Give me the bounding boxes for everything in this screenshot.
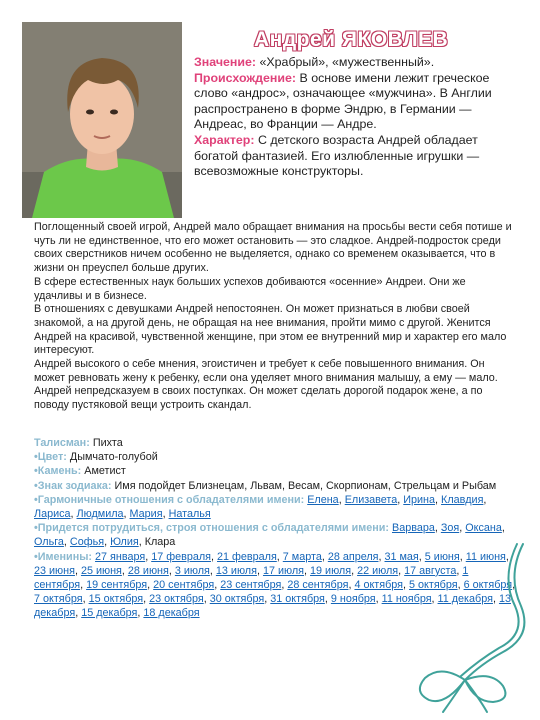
name-link[interactable]: 18 декабря [143, 607, 200, 620]
name-link[interactable]: Ирина [403, 493, 436, 506]
name-link[interactable]: 31 октября [270, 593, 325, 606]
origin-text: В основе имени лежит греческое слово «андрос», означающее «мужчина». В Англии распространено в форме Эндрю, в Германии — Андреас, во Франции — Андре. [194, 70, 492, 132]
name-link[interactable]: 28 апреля [327, 550, 379, 563]
portrait-photo [22, 22, 182, 218]
name-link[interactable]: 11 июня [465, 550, 506, 563]
paragraph: В отношениях с девушками Андрей непостоянен. Он может признаться в любви своей знакомой, а на другой день, не обращая на нее внимания, пройти мимо с другой. Женится Андрей на красивой, чувственной женщине, при этом ее внутренний мир и характер его мало интересуют. [34, 303, 507, 357]
name-link[interactable]: 28 сентября [287, 579, 349, 592]
name-link[interactable]: Софья [69, 536, 105, 549]
name-link[interactable]: Людмила [76, 508, 124, 521]
name-link[interactable]: 21 февраля [217, 550, 277, 563]
name-link[interactable]: Мария [129, 508, 163, 521]
name-link[interactable]: 7 октября [34, 593, 83, 606]
name-link[interactable]: Лариса [34, 508, 71, 521]
stone-value: Аметист [84, 465, 126, 478]
name-link[interactable]: 15 октября [88, 593, 144, 606]
stone-line [34, 464, 516, 478]
name-link[interactable]: 11 ноября [381, 593, 432, 606]
character-line [194, 133, 514, 180]
name-link[interactable]: 23 июня [34, 564, 75, 577]
name-link[interactable]: 17 февраля [151, 550, 211, 563]
character-text: С детского возраста Андрей обладает богатой фантазией. Его излюбленные игрушки — всевозможные конструкторы. [194, 132, 480, 179]
name-link[interactable]: 9 ноября [330, 593, 376, 606]
name-link[interactable]: 3 июля [174, 564, 210, 577]
name-link[interactable]: Елизавета [344, 493, 398, 506]
name-link[interactable]: Ольга [34, 536, 64, 549]
talisman-label: Талисман: [34, 437, 90, 449]
name-link[interactable]: Юлия [110, 536, 139, 549]
talisman-line [34, 436, 516, 450]
color-value: Дымчато-голубой [69, 451, 158, 464]
body-text [34, 221, 514, 413]
intro-block [194, 55, 514, 180]
name-link[interactable]: 22 июля [357, 564, 399, 577]
name-link[interactable]: 20 сентября [153, 579, 215, 592]
color-label: •Цвет: [34, 451, 67, 464]
origin-line [194, 71, 514, 133]
paragraph: Андрей высокого о себе мнения, эгоистичен и требует к себе повышенного внимания. Он может ревновать жену к ребенку, если она уделяет много внимания малышу, а ему — мало. Андрей непредсказуем в своих поступках. Он может сделать дорогой подарок жене, а по поводу пустяковой вещи устроить скандал. [34, 358, 498, 412]
name-link[interactable]: Оксана [465, 522, 502, 535]
ribbon-decoration [395, 540, 535, 715]
name-link[interactable]: 23 октября [149, 593, 204, 606]
name-link[interactable]: 7 марта [282, 550, 322, 563]
struggle-plain-name: Клара [144, 536, 176, 549]
color-line [34, 450, 516, 464]
name-link[interactable]: 27 января [95, 550, 146, 563]
name-link[interactable]: Наталья [168, 508, 211, 521]
name-link[interactable]: 30 октября [209, 593, 265, 606]
name-link[interactable]: 25 июня [80, 564, 122, 577]
character-label: Характер: [194, 132, 255, 147]
harmony-label: •Гармоничные отношения с обладателями имени: [34, 493, 305, 506]
stone-label: •Камень: [34, 465, 82, 478]
name-link[interactable]: 28 июня [127, 564, 169, 577]
name-link[interactable]: 17 июля [262, 564, 305, 577]
name-link[interactable]: 1 сентября [34, 564, 469, 592]
zodiac-label: •Знак зодиака: [34, 479, 112, 492]
meaning-text: «Храбрый», «мужественный». [259, 55, 435, 69]
meaning-line [194, 55, 514, 71]
name-link[interactable]: 5 июня [424, 550, 460, 563]
name-link[interactable]: 11 декабря [437, 593, 493, 606]
harmony-line [34, 493, 516, 521]
name-link[interactable]: 13 июля [215, 564, 257, 577]
name-link[interactable]: 17 августа [404, 564, 457, 577]
name-link[interactable]: Варвара [392, 522, 435, 535]
name-link[interactable]: 5 октября [409, 579, 458, 592]
struggle-names: Варвара, Зоя, Оксана, Ольга, Софья, Юлия, [34, 522, 505, 549]
name-link[interactable]: 13 декабря [34, 593, 511, 620]
name-link[interactable]: 19 июля [310, 564, 352, 577]
name-link[interactable]: 6 октября [463, 579, 513, 592]
name-link[interactable]: 15 декабря [81, 607, 138, 620]
name-link[interactable]: Елена [307, 493, 339, 506]
zodiac-value: Имя подойдет Близнецам, Львам, Весам, Скорпионам, Стрельцам и Рыбам [114, 479, 497, 492]
zodiac-line [34, 479, 516, 493]
name-link[interactable]: 4 октября [354, 579, 404, 592]
talisman-value: Пихта [92, 437, 123, 449]
name-link[interactable]: Клавдия [441, 493, 484, 506]
meaning-label: Значение: [194, 55, 257, 69]
name-link[interactable]: 23 сентября [220, 579, 282, 592]
paragraph: Поглощенный своей игрой, Андрей мало обращает внимания на просьбы вести себя потише и чуть ли не единственное, что его может остановить — это сладкое. Андрей-подросток среди своих сверстников ничем особенно не выделяется, однако со временем оказывается, что в жизни он преуспел больше других. [34, 221, 512, 275]
struggle-label: •Придется потрудиться, строя отношения с обладателями имени: [34, 522, 389, 535]
page-title: Андрей ЯКОВЛЕВ [254, 28, 449, 51]
origin-label: Происхождение: [194, 70, 297, 85]
name-link[interactable]: 19 сентября [86, 579, 148, 592]
nameday-label: •Именины: [34, 550, 93, 563]
name-link[interactable]: 31 мая [384, 550, 419, 563]
portrait-illustration [22, 22, 182, 218]
name-link[interactable]: Зоя [440, 522, 460, 535]
paragraph: В сфере естественных наук большиx успехов добиваются «осенние» Андреи. Они же удачливы и в бизнесе. [34, 275, 466, 302]
nameday-dates: 27 января, 17 февраля, 21 февраля, 7 марта, 28 апреля, 31 мая, 5 июня, 11 июня, 23 июня, 25 июня, 28 июня, 3 июля, 13 июля, 17 июля, 19 июля, 22 июля, 17 августа, 1 сентября, 19 сентября, 20 сентября, 23 сентября, 28 сентября, 4 октября, 5 октября, 6 октября, 7 октября, 15 октября, 23 октября, 30 октября, 31 октября, 9 ноября, 11 ноября, 11 декабря, 13 декабря, 15 декабря, 18 декабря [34, 550, 516, 620]
harmony-names: Елена, Елизавета, Ирина, Клавдия, Лариса, Людмила, Мария, Наталья [34, 493, 487, 521]
